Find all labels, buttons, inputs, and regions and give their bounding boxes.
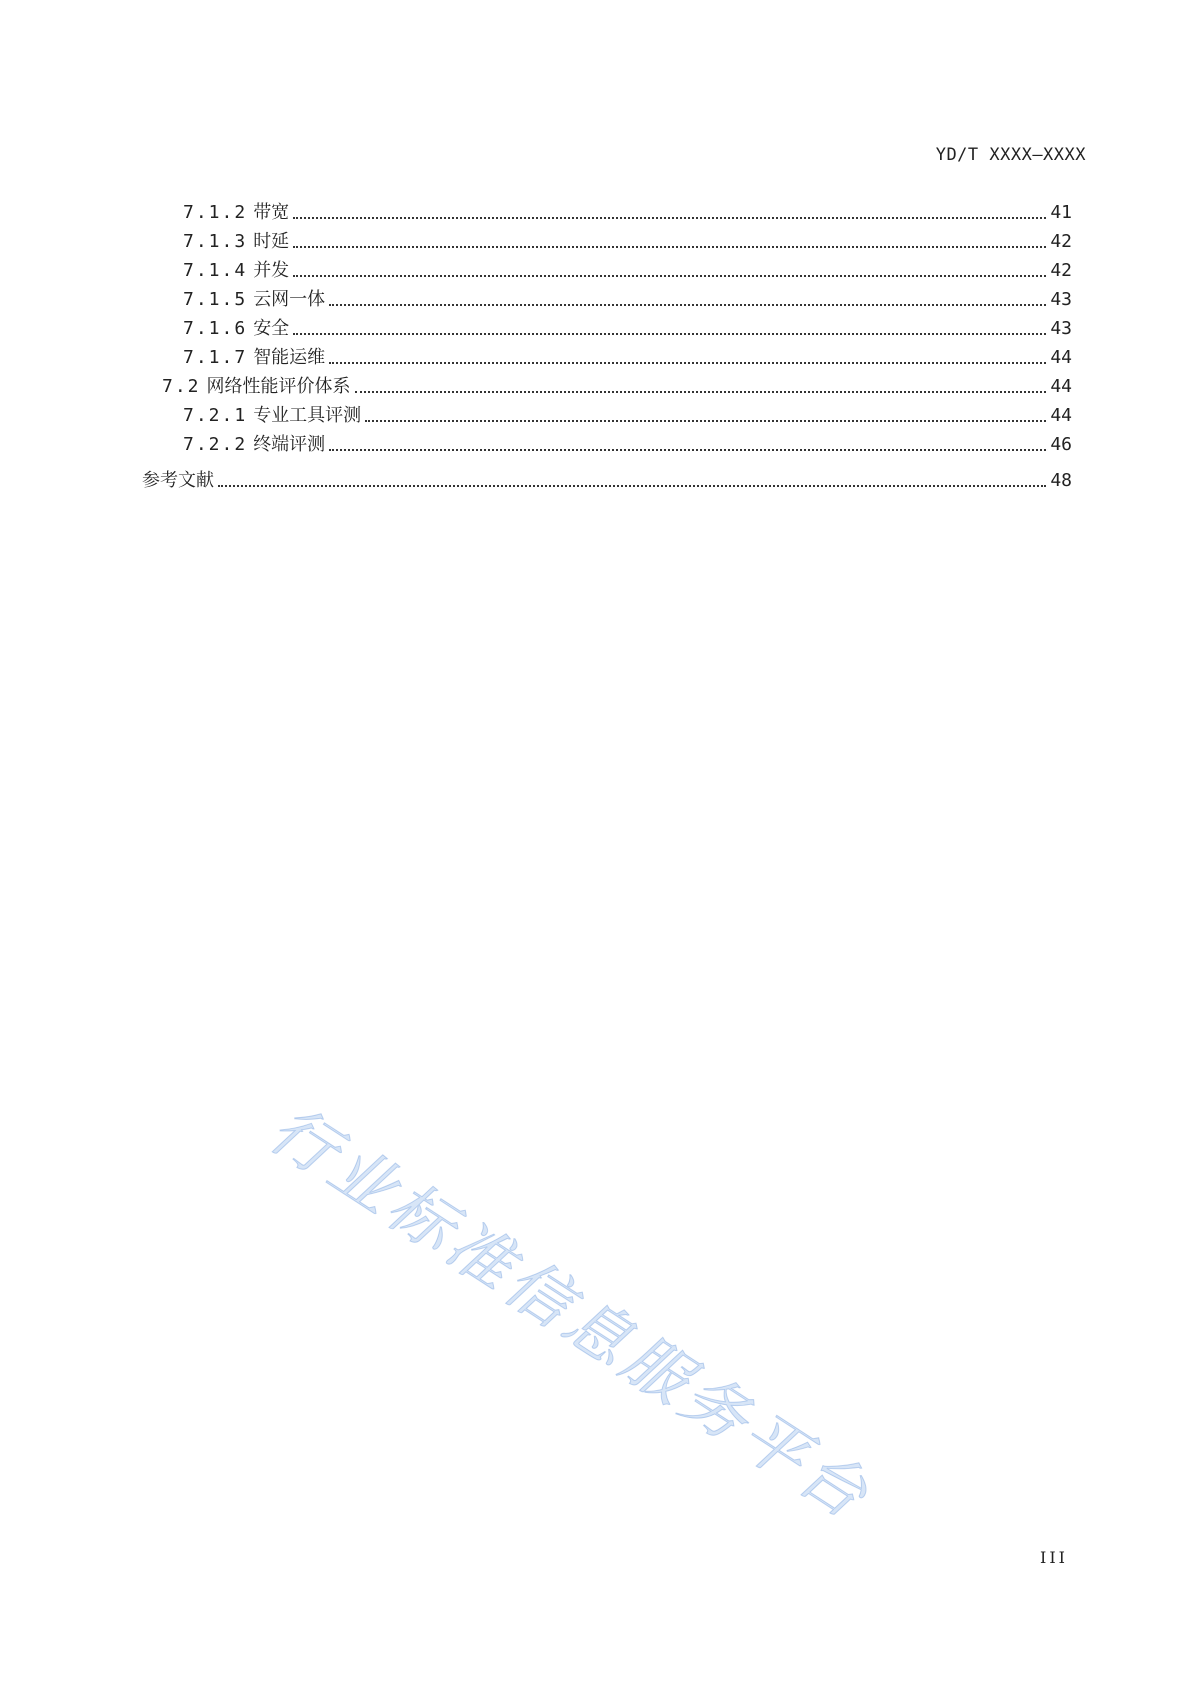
- toc-entry-title: 终端评测: [253, 434, 326, 455]
- toc-entry[interactable]: [183, 196, 1072, 224]
- toc-entry[interactable]: [183, 225, 1072, 253]
- toc-dot-leader: [365, 420, 1046, 422]
- toc-dot-leader: [218, 485, 1046, 487]
- page-number: III: [1040, 1548, 1068, 1567]
- toc-entry-number: 7.1.4: [183, 260, 248, 281]
- toc-entry-page: 41: [1050, 202, 1072, 223]
- toc-entry[interactable]: [183, 254, 1072, 282]
- toc-entry-number: 7.2.1: [183, 405, 248, 426]
- watermark-text: 行业标准信息服务平台: [256, 1092, 884, 1536]
- toc-dot-leader: [329, 362, 1046, 364]
- toc-entry-title: 参考文献: [142, 470, 214, 491]
- toc-dot-leader: [293, 246, 1046, 248]
- toc-entry-page: 48: [1050, 470, 1072, 491]
- document-standard-code: YD/T XXXX—XXXX: [935, 145, 1086, 165]
- toc-entry-title: 带宽: [253, 202, 290, 223]
- toc-entry-page: 44: [1050, 376, 1072, 397]
- toc-entry-number: 7.1.2: [183, 202, 248, 223]
- toc-entry[interactable]: [183, 341, 1072, 369]
- toc-entry[interactable]: [183, 312, 1072, 340]
- toc-entry-number: 7.1.3: [183, 231, 248, 252]
- toc-entry-number: 7.1.7: [183, 347, 248, 368]
- toc-entry-page: 42: [1050, 231, 1072, 252]
- toc-dot-leader: [293, 217, 1046, 219]
- toc-entry-title: 网络性能评价体系: [206, 376, 351, 397]
- toc-dot-leader: [293, 275, 1046, 277]
- toc-entry[interactable]: [183, 399, 1072, 427]
- toc-entry-page: 46: [1050, 434, 1072, 455]
- toc-entry[interactable]: [183, 428, 1072, 456]
- toc-entry[interactable]: [142, 464, 1072, 492]
- toc-entry[interactable]: [162, 370, 1072, 398]
- toc-entry-title: 智能运维: [253, 347, 326, 368]
- toc-entry-page: 43: [1050, 318, 1072, 339]
- toc-entry-title: 并发: [253, 260, 290, 281]
- toc-entry-number: 7.2.2: [183, 434, 248, 455]
- toc-dot-leader: [329, 304, 1046, 306]
- toc-entry-number: 7.1.5: [183, 289, 248, 310]
- toc-entry-page: 44: [1050, 347, 1072, 368]
- toc-entry-page: 44: [1050, 405, 1072, 426]
- toc-entry-number: 7.2: [162, 376, 201, 397]
- toc-entry-title: 时延: [253, 231, 290, 252]
- toc-entry-title: 云网一体: [253, 289, 326, 310]
- toc-dot-leader: [293, 333, 1046, 335]
- toc-entry-title: 安全: [253, 318, 290, 339]
- toc-dot-leader: [355, 391, 1047, 393]
- toc-entry-number: 7.1.6: [183, 318, 248, 339]
- toc-entry-page: 43: [1050, 289, 1072, 310]
- toc-entry-page: 42: [1050, 260, 1072, 281]
- toc-dot-leader: [329, 449, 1046, 451]
- toc-entry[interactable]: [183, 283, 1072, 311]
- toc-entry-title: 专业工具评测: [253, 405, 362, 426]
